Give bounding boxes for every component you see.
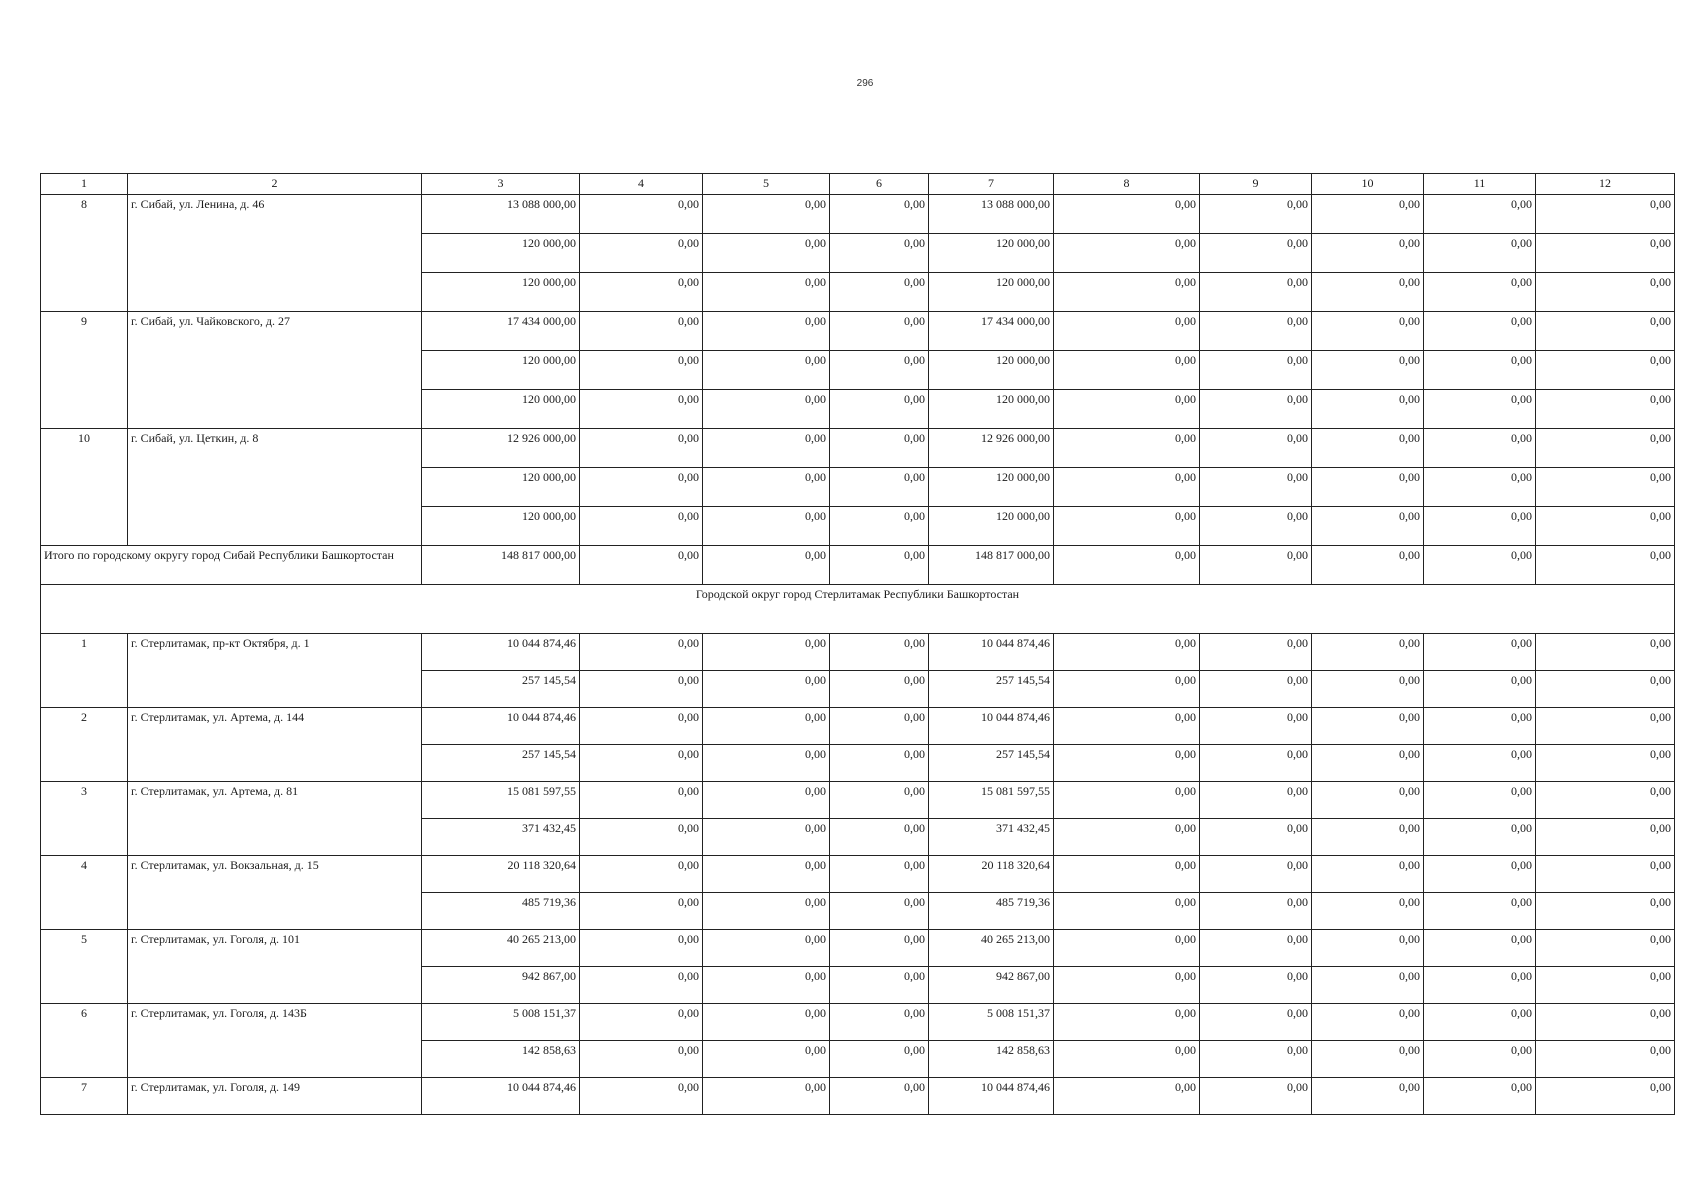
amount-cell: 0,00 bbox=[1312, 234, 1424, 273]
amount-cell: 0,00 bbox=[1536, 468, 1675, 507]
amount-cell: 10 044 874,46 bbox=[929, 708, 1054, 745]
amount-cell: 0,00 bbox=[830, 856, 929, 893]
amount-cell: 0,00 bbox=[580, 1041, 703, 1078]
amount-cell: 13 088 000,00 bbox=[422, 195, 580, 234]
column-number: 11 bbox=[1424, 174, 1536, 195]
amount-cell: 0,00 bbox=[1200, 634, 1312, 671]
amount-cell: 0,00 bbox=[1054, 856, 1200, 893]
amount-cell: 371 432,45 bbox=[422, 819, 580, 856]
amount-cell: 0,00 bbox=[1054, 708, 1200, 745]
amount-cell: 0,00 bbox=[1536, 856, 1675, 893]
amount-cell: 0,00 bbox=[1054, 819, 1200, 856]
amount-cell: 120 000,00 bbox=[422, 351, 580, 390]
amount-cell: 0,00 bbox=[1536, 273, 1675, 312]
amount-cell: 0,00 bbox=[580, 745, 703, 782]
amount-cell: 0,00 bbox=[1312, 195, 1424, 234]
amount-cell: 0,00 bbox=[703, 312, 830, 351]
amount-cell: 0,00 bbox=[580, 507, 703, 546]
amount-cell: 0,00 bbox=[1424, 507, 1536, 546]
amount-cell: 0,00 bbox=[830, 1041, 929, 1078]
amount-cell: 20 118 320,64 bbox=[422, 856, 580, 893]
amount-cell: 0,00 bbox=[1200, 468, 1312, 507]
amount-cell: 0,00 bbox=[1054, 782, 1200, 819]
amount-cell: 0,00 bbox=[1312, 1078, 1424, 1115]
amount-cell: 0,00 bbox=[1200, 390, 1312, 429]
amount-cell: 0,00 bbox=[1200, 351, 1312, 390]
amount-cell: 0,00 bbox=[1424, 273, 1536, 312]
table-row bbox=[41, 782, 1675, 819]
amount-cell: 0,00 bbox=[580, 1004, 703, 1041]
row-address: г. Стерлитамак, пр-кт Октября, д. 1 bbox=[128, 634, 422, 708]
amount-cell: 0,00 bbox=[703, 856, 830, 893]
amount-cell: 120 000,00 bbox=[929, 507, 1054, 546]
amount-cell: 0,00 bbox=[830, 468, 929, 507]
table-row bbox=[41, 429, 1675, 468]
amount-cell: 0,00 bbox=[1054, 967, 1200, 1004]
section-row bbox=[41, 585, 1675, 634]
amount-cell: 0,00 bbox=[703, 671, 830, 708]
amount-cell: 0,00 bbox=[1312, 856, 1424, 893]
amount-cell: 0,00 bbox=[1312, 507, 1424, 546]
amount-cell: 0,00 bbox=[830, 819, 929, 856]
amount-cell: 0,00 bbox=[1200, 507, 1312, 546]
amount-cell: 0,00 bbox=[1312, 893, 1424, 930]
amount-cell: 0,00 bbox=[830, 745, 929, 782]
amount-cell: 0,00 bbox=[703, 1004, 830, 1041]
amount-cell: 0,00 bbox=[830, 930, 929, 967]
amount-cell: 0,00 bbox=[1054, 390, 1200, 429]
amount-cell: 120 000,00 bbox=[929, 390, 1054, 429]
amount-cell: 0,00 bbox=[1536, 1041, 1675, 1078]
total-amount: 0,00 bbox=[1054, 546, 1200, 585]
amount-cell: 0,00 bbox=[830, 273, 929, 312]
amount-cell: 0,00 bbox=[830, 967, 929, 1004]
amount-cell: 17 434 000,00 bbox=[929, 312, 1054, 351]
amount-cell: 0,00 bbox=[830, 1078, 929, 1115]
amount-cell: 0,00 bbox=[703, 708, 830, 745]
amount-cell: 13 088 000,00 bbox=[929, 195, 1054, 234]
column-number: 1 bbox=[41, 174, 128, 195]
amount-cell: 0,00 bbox=[1536, 930, 1675, 967]
amount-cell: 0,00 bbox=[830, 195, 929, 234]
amount-cell: 0,00 bbox=[580, 671, 703, 708]
amount-cell: 120 000,00 bbox=[929, 351, 1054, 390]
amount-cell: 0,00 bbox=[1200, 1004, 1312, 1041]
amount-cell: 0,00 bbox=[1312, 312, 1424, 351]
amount-cell: 0,00 bbox=[1312, 708, 1424, 745]
amount-cell: 0,00 bbox=[703, 967, 830, 1004]
amount-cell: 0,00 bbox=[1054, 1041, 1200, 1078]
amount-cell: 120 000,00 bbox=[929, 273, 1054, 312]
row-address: г. Стерлитамак, ул. Артема, д. 81 bbox=[128, 782, 422, 856]
total-amount: 0,00 bbox=[1424, 546, 1536, 585]
total-row bbox=[41, 546, 1675, 585]
column-number: 9 bbox=[1200, 174, 1312, 195]
amount-cell: 0,00 bbox=[1424, 429, 1536, 468]
amount-cell: 0,00 bbox=[1424, 234, 1536, 273]
column-number: 12 bbox=[1536, 174, 1675, 195]
row-index: 6 bbox=[41, 1004, 128, 1078]
column-number: 5 bbox=[703, 174, 830, 195]
table-row bbox=[41, 930, 1675, 967]
amount-cell: 0,00 bbox=[1424, 312, 1536, 351]
table-row bbox=[41, 1078, 1675, 1115]
amount-cell: 0,00 bbox=[830, 429, 929, 468]
amount-cell: 0,00 bbox=[580, 429, 703, 468]
amount-cell: 0,00 bbox=[1536, 634, 1675, 671]
amount-cell: 0,00 bbox=[1200, 429, 1312, 468]
amount-cell: 0,00 bbox=[1424, 708, 1536, 745]
amount-cell: 0,00 bbox=[703, 234, 830, 273]
amount-cell: 0,00 bbox=[1424, 930, 1536, 967]
amount-cell: 10 044 874,46 bbox=[422, 1078, 580, 1115]
amount-cell: 0,00 bbox=[1054, 893, 1200, 930]
amount-cell: 0,00 bbox=[703, 1041, 830, 1078]
amount-cell: 0,00 bbox=[1536, 195, 1675, 234]
amount-cell: 10 044 874,46 bbox=[422, 708, 580, 745]
amount-cell: 142 858,63 bbox=[422, 1041, 580, 1078]
amount-cell: 17 434 000,00 bbox=[422, 312, 580, 351]
row-address: г. Стерлитамак, ул. Артема, д. 144 bbox=[128, 708, 422, 782]
row-index: 1 bbox=[41, 634, 128, 708]
amount-cell: 0,00 bbox=[1312, 671, 1424, 708]
amount-cell: 0,00 bbox=[1536, 782, 1675, 819]
amount-cell: 10 044 874,46 bbox=[929, 634, 1054, 671]
amount-cell: 0,00 bbox=[1536, 819, 1675, 856]
amount-cell: 0,00 bbox=[1536, 234, 1675, 273]
amount-cell: 0,00 bbox=[1200, 312, 1312, 351]
amount-cell: 0,00 bbox=[580, 930, 703, 967]
amount-cell: 0,00 bbox=[1054, 634, 1200, 671]
amount-cell: 120 000,00 bbox=[929, 468, 1054, 507]
row-index: 10 bbox=[41, 429, 128, 546]
amount-cell: 0,00 bbox=[580, 234, 703, 273]
total-amount: 0,00 bbox=[580, 546, 703, 585]
amount-cell: 257 145,54 bbox=[422, 671, 580, 708]
amount-cell: 0,00 bbox=[1312, 1041, 1424, 1078]
amount-cell: 0,00 bbox=[580, 893, 703, 930]
amount-cell: 0,00 bbox=[580, 195, 703, 234]
register-body bbox=[41, 174, 1675, 1115]
amount-cell: 0,00 bbox=[580, 1078, 703, 1115]
amount-cell: 0,00 bbox=[1424, 351, 1536, 390]
amount-cell: 485 719,36 bbox=[929, 893, 1054, 930]
amount-cell: 0,00 bbox=[1536, 708, 1675, 745]
total-amount: 148 817 000,00 bbox=[929, 546, 1054, 585]
amount-cell: 0,00 bbox=[1312, 273, 1424, 312]
amount-cell: 120 000,00 bbox=[422, 468, 580, 507]
total-label: Итого по городскому округу город Сибай Республики Башкортостан bbox=[41, 546, 422, 585]
amount-cell: 0,00 bbox=[1424, 634, 1536, 671]
amount-cell: 15 081 597,55 bbox=[929, 782, 1054, 819]
amount-cell: 0,00 bbox=[1536, 967, 1675, 1004]
amount-cell: 0,00 bbox=[1312, 782, 1424, 819]
column-number: 4 bbox=[580, 174, 703, 195]
amount-cell: 120 000,00 bbox=[929, 234, 1054, 273]
row-address: г. Сибай, ул. Цеткин, д. 8 bbox=[128, 429, 422, 546]
amount-cell: 10 044 874,46 bbox=[422, 634, 580, 671]
amount-cell: 0,00 bbox=[1424, 856, 1536, 893]
amount-cell: 10 044 874,46 bbox=[929, 1078, 1054, 1115]
total-amount: 148 817 000,00 bbox=[422, 546, 580, 585]
amount-cell: 0,00 bbox=[1200, 745, 1312, 782]
row-address: г. Стерлитамак, ул. Гоголя, д. 101 bbox=[128, 930, 422, 1004]
amount-cell: 0,00 bbox=[830, 708, 929, 745]
row-index: 2 bbox=[41, 708, 128, 782]
amount-cell: 0,00 bbox=[830, 507, 929, 546]
amount-cell: 5 008 151,37 bbox=[422, 1004, 580, 1041]
amount-cell: 257 145,54 bbox=[422, 745, 580, 782]
amount-cell: 0,00 bbox=[1054, 1078, 1200, 1115]
amount-cell: 0,00 bbox=[580, 634, 703, 671]
amount-cell: 0,00 bbox=[1424, 671, 1536, 708]
amount-cell: 0,00 bbox=[1312, 634, 1424, 671]
amount-cell: 0,00 bbox=[1200, 195, 1312, 234]
amount-cell: 15 081 597,55 bbox=[422, 782, 580, 819]
row-address: г. Стерлитамак, ул. Гоголя, д. 149 bbox=[128, 1078, 422, 1115]
amount-cell: 0,00 bbox=[580, 819, 703, 856]
amount-cell: 0,00 bbox=[1536, 745, 1675, 782]
amount-cell: 0,00 bbox=[1536, 390, 1675, 429]
amount-cell: 0,00 bbox=[580, 468, 703, 507]
amount-cell: 0,00 bbox=[703, 782, 830, 819]
row-address: г. Сибай, ул. Ленина, д. 46 bbox=[128, 195, 422, 312]
amount-cell: 0,00 bbox=[1054, 1004, 1200, 1041]
amount-cell: 0,00 bbox=[1200, 930, 1312, 967]
amount-cell: 0,00 bbox=[703, 195, 830, 234]
amount-cell: 0,00 bbox=[1200, 819, 1312, 856]
page-number: 296 bbox=[856, 78, 874, 89]
amount-cell: 942 867,00 bbox=[422, 967, 580, 1004]
column-number: 7 bbox=[929, 174, 1054, 195]
row-address: г. Стерлитамак, ул. Гоголя, д. 143Б bbox=[128, 1004, 422, 1078]
amount-cell: 0,00 bbox=[580, 967, 703, 1004]
amount-cell: 0,00 bbox=[703, 745, 830, 782]
amount-cell: 0,00 bbox=[1536, 671, 1675, 708]
row-index: 8 bbox=[41, 195, 128, 312]
amount-cell: 12 926 000,00 bbox=[929, 429, 1054, 468]
table-row bbox=[41, 634, 1675, 671]
amount-cell: 0,00 bbox=[703, 634, 830, 671]
amount-cell: 0,00 bbox=[703, 468, 830, 507]
amount-cell: 0,00 bbox=[830, 234, 929, 273]
total-amount: 0,00 bbox=[830, 546, 929, 585]
amount-cell: 0,00 bbox=[1536, 1078, 1675, 1115]
amount-cell: 0,00 bbox=[1200, 1041, 1312, 1078]
amount-cell: 0,00 bbox=[1200, 273, 1312, 312]
amount-cell: 0,00 bbox=[1054, 930, 1200, 967]
amount-cell: 485 719,36 bbox=[422, 893, 580, 930]
amount-cell: 257 145,54 bbox=[929, 745, 1054, 782]
column-number: 2 bbox=[128, 174, 422, 195]
amount-cell: 0,00 bbox=[1054, 312, 1200, 351]
amount-cell: 0,00 bbox=[1200, 671, 1312, 708]
amount-cell: 0,00 bbox=[1424, 1004, 1536, 1041]
amount-cell: 0,00 bbox=[1200, 782, 1312, 819]
amount-cell: 0,00 bbox=[703, 507, 830, 546]
amount-cell: 0,00 bbox=[1200, 893, 1312, 930]
row-address: г. Стерлитамак, ул. Вокзальная, д. 15 bbox=[128, 856, 422, 930]
amount-cell: 0,00 bbox=[580, 708, 703, 745]
amount-cell: 0,00 bbox=[1424, 782, 1536, 819]
amount-cell: 0,00 bbox=[1312, 967, 1424, 1004]
amount-cell: 120 000,00 bbox=[422, 234, 580, 273]
amount-cell: 0,00 bbox=[1054, 195, 1200, 234]
amount-cell: 0,00 bbox=[703, 1078, 830, 1115]
amount-cell: 0,00 bbox=[830, 312, 929, 351]
amount-cell: 0,00 bbox=[1312, 745, 1424, 782]
amount-cell: 0,00 bbox=[703, 429, 830, 468]
section-title: Городской округ город Стерлитамак Республики Башкортостан bbox=[41, 585, 1675, 634]
amount-cell: 0,00 bbox=[1536, 1004, 1675, 1041]
amount-cell: 0,00 bbox=[1424, 819, 1536, 856]
amount-cell: 20 118 320,64 bbox=[929, 856, 1054, 893]
row-address: г. Сибай, ул. Чайковского, д. 27 bbox=[128, 312, 422, 429]
amount-cell: 40 265 213,00 bbox=[422, 930, 580, 967]
amount-cell: 0,00 bbox=[703, 273, 830, 312]
amount-cell: 0,00 bbox=[580, 856, 703, 893]
column-number: 10 bbox=[1312, 174, 1424, 195]
amount-cell: 0,00 bbox=[580, 782, 703, 819]
amount-cell: 0,00 bbox=[1054, 468, 1200, 507]
amount-cell: 0,00 bbox=[1054, 273, 1200, 312]
amount-cell: 0,00 bbox=[1536, 507, 1675, 546]
amount-cell: 40 265 213,00 bbox=[929, 930, 1054, 967]
amount-cell: 0,00 bbox=[1200, 234, 1312, 273]
amount-cell: 0,00 bbox=[1054, 507, 1200, 546]
amount-cell: 0,00 bbox=[1054, 351, 1200, 390]
total-amount: 0,00 bbox=[1536, 546, 1675, 585]
column-number: 8 bbox=[1054, 174, 1200, 195]
amount-cell: 0,00 bbox=[703, 390, 830, 429]
amount-cell: 0,00 bbox=[1054, 745, 1200, 782]
amount-cell: 0,00 bbox=[1424, 195, 1536, 234]
amount-cell: 0,00 bbox=[1536, 429, 1675, 468]
amount-cell: 142 858,63 bbox=[929, 1041, 1054, 1078]
row-index: 4 bbox=[41, 856, 128, 930]
table-row bbox=[41, 856, 1675, 893]
amount-cell: 0,00 bbox=[1424, 745, 1536, 782]
amount-cell: 0,00 bbox=[1536, 351, 1675, 390]
column-number-row bbox=[41, 174, 1675, 195]
amount-cell: 0,00 bbox=[580, 273, 703, 312]
amount-cell: 257 145,54 bbox=[929, 671, 1054, 708]
amount-cell: 0,00 bbox=[1424, 893, 1536, 930]
amount-cell: 0,00 bbox=[1312, 930, 1424, 967]
amount-cell: 0,00 bbox=[1424, 1078, 1536, 1115]
amount-cell: 0,00 bbox=[830, 782, 929, 819]
amount-cell: 0,00 bbox=[703, 351, 830, 390]
amount-cell: 120 000,00 bbox=[422, 390, 580, 429]
table-row bbox=[41, 312, 1675, 351]
amount-cell: 0,00 bbox=[1054, 671, 1200, 708]
amount-cell: 0,00 bbox=[1312, 429, 1424, 468]
amount-cell: 0,00 bbox=[703, 893, 830, 930]
amount-cell: 0,00 bbox=[580, 390, 703, 429]
amount-cell: 0,00 bbox=[1424, 1041, 1536, 1078]
total-amount: 0,00 bbox=[1200, 546, 1312, 585]
amount-cell: 0,00 bbox=[1424, 390, 1536, 429]
amount-cell: 0,00 bbox=[1054, 234, 1200, 273]
amount-cell: 0,00 bbox=[1424, 967, 1536, 1004]
amount-cell: 0,00 bbox=[1536, 893, 1675, 930]
amount-cell: 0,00 bbox=[703, 930, 830, 967]
amount-cell: 0,00 bbox=[1424, 468, 1536, 507]
amount-cell: 0,00 bbox=[1200, 1078, 1312, 1115]
total-amount: 0,00 bbox=[703, 546, 830, 585]
amount-cell: 0,00 bbox=[580, 351, 703, 390]
amount-cell: 0,00 bbox=[703, 819, 830, 856]
amount-cell: 0,00 bbox=[1312, 351, 1424, 390]
amount-cell: 12 926 000,00 bbox=[422, 429, 580, 468]
column-number: 3 bbox=[422, 174, 580, 195]
amount-cell: 0,00 bbox=[830, 390, 929, 429]
amount-cell: 0,00 bbox=[830, 1004, 929, 1041]
row-index: 9 bbox=[41, 312, 128, 429]
amount-cell: 0,00 bbox=[1200, 708, 1312, 745]
amount-cell: 371 432,45 bbox=[929, 819, 1054, 856]
amount-cell: 0,00 bbox=[830, 351, 929, 390]
table-row bbox=[41, 195, 1675, 234]
amount-cell: 0,00 bbox=[1312, 468, 1424, 507]
row-index: 3 bbox=[41, 782, 128, 856]
register-table bbox=[40, 173, 1675, 1115]
row-index: 7 bbox=[41, 1078, 128, 1115]
amount-cell: 942 867,00 bbox=[929, 967, 1054, 1004]
amount-cell: 120 000,00 bbox=[422, 273, 580, 312]
amount-cell: 0,00 bbox=[830, 893, 929, 930]
amount-cell: 120 000,00 bbox=[422, 507, 580, 546]
amount-cell: 0,00 bbox=[580, 312, 703, 351]
amount-cell: 0,00 bbox=[1536, 312, 1675, 351]
amount-cell: 0,00 bbox=[830, 671, 929, 708]
amount-cell: 0,00 bbox=[1200, 856, 1312, 893]
amount-cell: 0,00 bbox=[1312, 1004, 1424, 1041]
table-row bbox=[41, 708, 1675, 745]
table-row bbox=[41, 1004, 1675, 1041]
total-amount: 0,00 bbox=[1312, 546, 1424, 585]
amount-cell: 0,00 bbox=[1312, 819, 1424, 856]
row-index: 5 bbox=[41, 930, 128, 1004]
column-number: 6 bbox=[830, 174, 929, 195]
amount-cell: 0,00 bbox=[1054, 429, 1200, 468]
amount-cell: 5 008 151,37 bbox=[929, 1004, 1054, 1041]
amount-cell: 0,00 bbox=[830, 634, 929, 671]
amount-cell: 0,00 bbox=[1312, 390, 1424, 429]
amount-cell: 0,00 bbox=[1200, 967, 1312, 1004]
